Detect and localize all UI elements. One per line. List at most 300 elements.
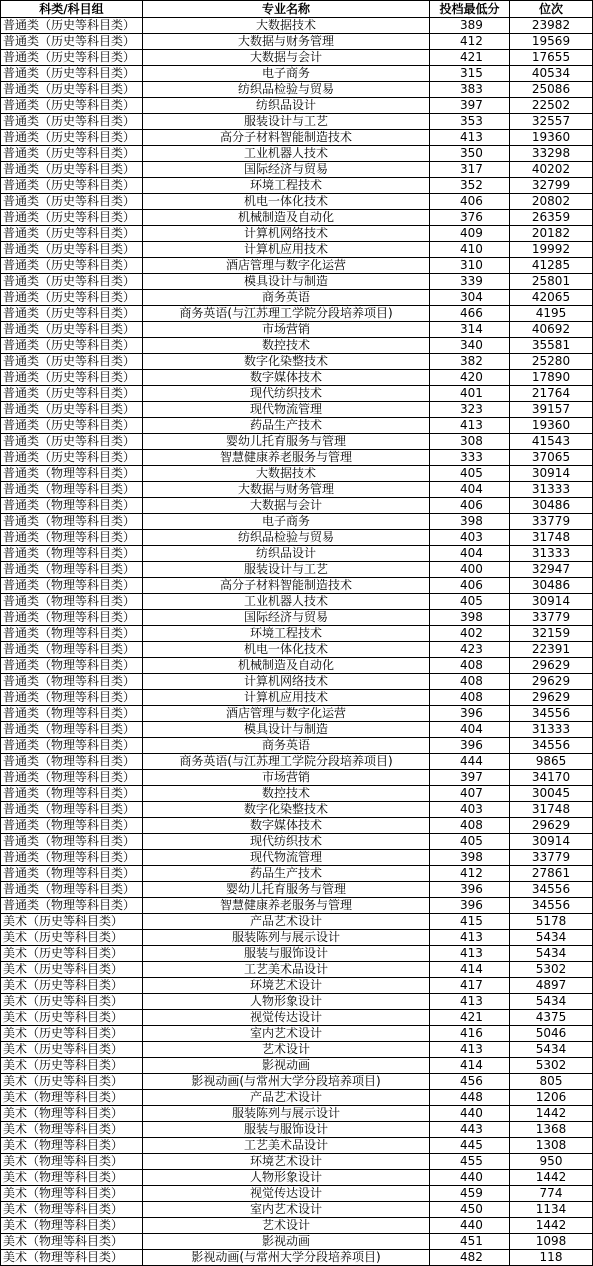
cell-min-score: 396	[430, 882, 510, 898]
cell-min-score: 407	[430, 786, 510, 802]
table-row	[1, 1026, 593, 1042]
cell-major: 高分子材料智能制造技术	[143, 578, 430, 594]
table-row	[1, 178, 593, 194]
cell-major: 纺织品设计	[143, 98, 430, 114]
cell-major: 商务英语(与江苏理工学院分段培养项目)	[143, 306, 430, 322]
cell-min-score: 413	[430, 418, 510, 434]
table-row	[1, 882, 593, 898]
cell-major: 纺织品检验与贸易	[143, 530, 430, 546]
table-row	[1, 866, 593, 882]
table-row	[1, 162, 593, 178]
cell-rank: 4375	[510, 1010, 593, 1026]
cell-category: 普通类（物理等科目类）	[1, 770, 143, 786]
cell-major: 纺织品设计	[143, 546, 430, 562]
cell-min-score: 443	[430, 1122, 510, 1138]
cell-major: 国际经济与贸易	[143, 162, 430, 178]
cell-major: 酒店管理与数字化运营	[143, 258, 430, 274]
cell-rank: 1442	[510, 1218, 593, 1234]
cell-major: 商务英语	[143, 738, 430, 754]
cell-min-score: 398	[430, 610, 510, 626]
header-rank: 位次	[510, 1, 593, 18]
cell-min-score: 398	[430, 850, 510, 866]
cell-min-score: 383	[430, 82, 510, 98]
cell-category: 普通类（物理等科目类）	[1, 530, 143, 546]
cell-rank: 35581	[510, 338, 593, 354]
cell-rank: 31748	[510, 530, 593, 546]
table-row	[1, 946, 593, 962]
table-row	[1, 706, 593, 722]
cell-rank: 27861	[510, 866, 593, 882]
cell-rank: 774	[510, 1186, 593, 1202]
cell-major: 数控技术	[143, 786, 430, 802]
cell-category: 普通类（历史等科目类）	[1, 338, 143, 354]
cell-major: 视觉传达设计	[143, 1186, 430, 1202]
cell-category: 美术（物理等科目类）	[1, 1202, 143, 1218]
cell-rank: 31333	[510, 546, 593, 562]
table-row	[1, 450, 593, 466]
cell-min-score: 414	[430, 962, 510, 978]
cell-rank: 1308	[510, 1138, 593, 1154]
cell-min-score: 396	[430, 706, 510, 722]
cell-major: 影视动画(与常州大学分段培养项目)	[143, 1250, 430, 1266]
table-row	[1, 402, 593, 418]
table-row	[1, 418, 593, 434]
cell-min-score: 416	[430, 1026, 510, 1042]
cell-major: 计算机应用技术	[143, 690, 430, 706]
cell-major: 环境艺术设计	[143, 1154, 430, 1170]
cell-major: 现代纺织技术	[143, 386, 430, 402]
cell-major: 室内艺术设计	[143, 1202, 430, 1218]
cell-min-score: 403	[430, 530, 510, 546]
table-row	[1, 1010, 593, 1026]
table-row	[1, 722, 593, 738]
cell-rank: 30486	[510, 498, 593, 514]
cell-major: 服装陈列与展示设计	[143, 1106, 430, 1122]
cell-rank: 5434	[510, 994, 593, 1010]
table-row	[1, 1042, 593, 1058]
cell-min-score: 445	[430, 1138, 510, 1154]
cell-major: 视觉传达设计	[143, 1010, 430, 1026]
cell-min-score: 413	[430, 130, 510, 146]
cell-min-score: 323	[430, 402, 510, 418]
cell-category: 普通类（物理等科目类）	[1, 882, 143, 898]
cell-rank: 5302	[510, 1058, 593, 1074]
header-min-score: 投档最低分	[430, 1, 510, 18]
cell-rank: 1134	[510, 1202, 593, 1218]
cell-min-score: 448	[430, 1090, 510, 1106]
cell-major: 婴幼儿托育服务与管理	[143, 434, 430, 450]
cell-major: 数字媒体技术	[143, 818, 430, 834]
cell-min-score: 396	[430, 898, 510, 914]
cell-min-score: 406	[430, 194, 510, 210]
cell-min-score: 413	[430, 946, 510, 962]
cell-major: 商务英语(与江苏理工学院分段培养项目)	[143, 754, 430, 770]
cell-major: 大数据技术	[143, 18, 430, 34]
cell-category: 普通类（历史等科目类）	[1, 146, 143, 162]
cell-major: 药品生产技术	[143, 866, 430, 882]
cell-category: 美术（历史等科目类）	[1, 946, 143, 962]
cell-major: 商务英语	[143, 290, 430, 306]
cell-min-score: 412	[430, 866, 510, 882]
cell-major: 影视动画	[143, 1058, 430, 1074]
cell-major: 数字化染整技术	[143, 354, 430, 370]
cell-min-score: 408	[430, 674, 510, 690]
cell-category: 普通类（历史等科目类）	[1, 258, 143, 274]
cell-min-score: 403	[430, 802, 510, 818]
cell-major: 环境工程技术	[143, 178, 430, 194]
table-row	[1, 930, 593, 946]
cell-major: 影视动画	[143, 1234, 430, 1250]
table-header	[1, 1, 593, 18]
cell-category: 普通类（物理等科目类）	[1, 610, 143, 626]
cell-category: 普通类（历史等科目类）	[1, 322, 143, 338]
cell-category: 普通类（历史等科目类）	[1, 226, 143, 242]
table-row	[1, 1074, 593, 1090]
table-row	[1, 818, 593, 834]
cell-rank: 37065	[510, 450, 593, 466]
cell-rank: 40202	[510, 162, 593, 178]
cell-min-score: 310	[430, 258, 510, 274]
cell-category: 普通类（物理等科目类）	[1, 738, 143, 754]
cell-category: 普通类（物理等科目类）	[1, 674, 143, 690]
table-row	[1, 978, 593, 994]
cell-major: 影视动画(与常州大学分段培养项目)	[143, 1074, 430, 1090]
cell-rank: 33779	[510, 514, 593, 530]
table-row	[1, 194, 593, 210]
cell-major: 电子商务	[143, 514, 430, 530]
cell-min-score: 412	[430, 34, 510, 50]
cell-category: 普通类（物理等科目类）	[1, 626, 143, 642]
table-row	[1, 482, 593, 498]
cell-major: 环境艺术设计	[143, 978, 430, 994]
cell-major: 室内艺术设计	[143, 1026, 430, 1042]
table-row	[1, 914, 593, 930]
cell-rank: 30486	[510, 578, 593, 594]
cell-rank: 5434	[510, 930, 593, 946]
cell-min-score: 398	[430, 514, 510, 530]
cell-major: 计算机网络技术	[143, 226, 430, 242]
cell-min-score: 400	[430, 562, 510, 578]
table-row	[1, 146, 593, 162]
cell-min-score: 396	[430, 738, 510, 754]
cell-category: 普通类（物理等科目类）	[1, 690, 143, 706]
cell-category: 普通类（物理等科目类）	[1, 850, 143, 866]
cell-rank: 33298	[510, 146, 593, 162]
cell-rank: 1098	[510, 1234, 593, 1250]
table-row	[1, 770, 593, 786]
cell-min-score: 440	[430, 1170, 510, 1186]
cell-category: 普通类（历史等科目类）	[1, 34, 143, 50]
cell-category: 普通类（历史等科目类）	[1, 194, 143, 210]
cell-category: 美术（历史等科目类）	[1, 1010, 143, 1026]
cell-rank: 20182	[510, 226, 593, 242]
cell-min-score: 352	[430, 178, 510, 194]
cell-rank: 29629	[510, 690, 593, 706]
cell-category: 普通类（历史等科目类）	[1, 418, 143, 434]
cell-rank: 34556	[510, 738, 593, 754]
cell-min-score: 440	[430, 1218, 510, 1234]
table-row	[1, 290, 593, 306]
cell-major: 工业机器人技术	[143, 594, 430, 610]
table-row	[1, 1138, 593, 1154]
cell-category: 普通类（物理等科目类）	[1, 802, 143, 818]
cell-min-score: 405	[430, 466, 510, 482]
cell-min-score: 466	[430, 306, 510, 322]
table-row	[1, 738, 593, 754]
cell-category: 美术（历史等科目类）	[1, 1074, 143, 1090]
table-row	[1, 1202, 593, 1218]
table-row	[1, 66, 593, 82]
table-row	[1, 1186, 593, 1202]
cell-min-score: 317	[430, 162, 510, 178]
table-row	[1, 626, 593, 642]
cell-rank: 34170	[510, 770, 593, 786]
cell-major: 大数据与会计	[143, 50, 430, 66]
cell-major: 计算机应用技术	[143, 242, 430, 258]
table-row	[1, 18, 593, 34]
table-row	[1, 546, 593, 562]
cell-rank: 118	[510, 1250, 593, 1266]
cell-rank: 5434	[510, 1042, 593, 1058]
table-row	[1, 338, 593, 354]
table-row	[1, 1218, 593, 1234]
cell-major: 环境工程技术	[143, 626, 430, 642]
cell-major: 工艺美术品设计	[143, 962, 430, 978]
cell-major: 婴幼儿托育服务与管理	[143, 882, 430, 898]
cell-major: 现代物流管理	[143, 850, 430, 866]
cell-min-score: 413	[430, 1042, 510, 1058]
cell-category: 普通类（历史等科目类）	[1, 434, 143, 450]
cell-category: 美术（物理等科目类）	[1, 1090, 143, 1106]
cell-rank: 40534	[510, 66, 593, 82]
cell-major: 服装与服饰设计	[143, 946, 430, 962]
cell-min-score: 459	[430, 1186, 510, 1202]
cell-category: 美术（物理等科目类）	[1, 1234, 143, 1250]
cell-rank: 32799	[510, 178, 593, 194]
cell-rank: 19360	[510, 130, 593, 146]
cell-major: 机电一体化技术	[143, 194, 430, 210]
table-row	[1, 1058, 593, 1074]
cell-min-score: 410	[430, 242, 510, 258]
cell-rank: 19360	[510, 418, 593, 434]
cell-category: 普通类（物理等科目类）	[1, 658, 143, 674]
cell-rank: 1206	[510, 1090, 593, 1106]
cell-min-score: 440	[430, 1106, 510, 1122]
table-row	[1, 530, 593, 546]
cell-major: 大数据技术	[143, 466, 430, 482]
cell-category: 普通类（历史等科目类）	[1, 130, 143, 146]
cell-rank: 26359	[510, 210, 593, 226]
cell-category: 普通类（物理等科目类）	[1, 866, 143, 882]
cell-major: 服装陈列与展示设计	[143, 930, 430, 946]
cell-min-score: 333	[430, 450, 510, 466]
table-row	[1, 258, 593, 274]
cell-major: 高分子材料智能制造技术	[143, 130, 430, 146]
table-row	[1, 578, 593, 594]
cell-rank: 40692	[510, 322, 593, 338]
cell-major: 产品艺术设计	[143, 914, 430, 930]
cell-category: 普通类（历史等科目类）	[1, 386, 143, 402]
header-category: 科类/科目组	[1, 1, 143, 18]
cell-min-score: 456	[430, 1074, 510, 1090]
cell-rank: 22502	[510, 98, 593, 114]
cell-rank: 30045	[510, 786, 593, 802]
cell-major: 服装与服饰设计	[143, 1122, 430, 1138]
cell-rank: 29629	[510, 674, 593, 690]
cell-major: 纺织品检验与贸易	[143, 82, 430, 98]
cell-category: 普通类（物理等科目类）	[1, 754, 143, 770]
cell-min-score: 417	[430, 978, 510, 994]
table-row	[1, 834, 593, 850]
cell-min-score: 455	[430, 1154, 510, 1170]
cell-rank: 34556	[510, 882, 593, 898]
cell-min-score: 406	[430, 498, 510, 514]
table-row	[1, 1122, 593, 1138]
cell-category: 普通类（历史等科目类）	[1, 306, 143, 322]
cell-rank: 33779	[510, 610, 593, 626]
table-row	[1, 514, 593, 530]
cell-category: 普通类（物理等科目类）	[1, 578, 143, 594]
cell-rank: 22391	[510, 642, 593, 658]
cell-rank: 21764	[510, 386, 593, 402]
cell-category: 普通类（历史等科目类）	[1, 18, 143, 34]
table-row	[1, 610, 593, 626]
table-row	[1, 802, 593, 818]
table-row	[1, 226, 593, 242]
cell-min-score: 408	[430, 658, 510, 674]
cell-major: 智慧健康养老服务与管理	[143, 450, 430, 466]
cell-min-score: 389	[430, 18, 510, 34]
table-row	[1, 1154, 593, 1170]
cell-category: 普通类（物理等科目类）	[1, 722, 143, 738]
cell-min-score: 420	[430, 370, 510, 386]
cell-rank: 5434	[510, 946, 593, 962]
cell-min-score: 402	[430, 626, 510, 642]
table-row	[1, 850, 593, 866]
table-row	[1, 82, 593, 98]
cell-min-score: 350	[430, 146, 510, 162]
table-row	[1, 658, 593, 674]
cell-rank: 34556	[510, 706, 593, 722]
cell-major: 工业机器人技术	[143, 146, 430, 162]
table-row	[1, 786, 593, 802]
cell-rank: 42065	[510, 290, 593, 306]
cell-category: 普通类（历史等科目类）	[1, 178, 143, 194]
cell-category: 普通类（物理等科目类）	[1, 546, 143, 562]
cell-category: 普通类（物理等科目类）	[1, 562, 143, 578]
cell-min-score: 423	[430, 642, 510, 658]
cell-category: 普通类（物理等科目类）	[1, 834, 143, 850]
table-row	[1, 994, 593, 1010]
cell-major: 数字媒体技术	[143, 370, 430, 386]
cell-rank: 41543	[510, 434, 593, 450]
cell-rank: 1368	[510, 1122, 593, 1138]
table-row	[1, 34, 593, 50]
cell-major: 现代纺织技术	[143, 834, 430, 850]
header-major: 专业名称	[143, 1, 430, 18]
cell-category: 美术（物理等科目类）	[1, 1170, 143, 1186]
cell-category: 美术（物理等科目类）	[1, 1106, 143, 1122]
cell-category: 普通类（物理等科目类）	[1, 898, 143, 914]
cell-major: 模具设计与制造	[143, 722, 430, 738]
cell-category: 普通类（物理等科目类）	[1, 706, 143, 722]
cell-category: 美术（物理等科目类）	[1, 1186, 143, 1202]
cell-category: 美术（物理等科目类）	[1, 1250, 143, 1266]
header-row	[1, 1, 593, 18]
cell-category: 美术（历史等科目类）	[1, 930, 143, 946]
cell-min-score: 408	[430, 818, 510, 834]
table-row	[1, 1250, 593, 1266]
cell-rank: 33779	[510, 850, 593, 866]
cell-major: 大数据与财务管理	[143, 482, 430, 498]
table-row	[1, 674, 593, 690]
table-row	[1, 754, 593, 770]
cell-min-score: 353	[430, 114, 510, 130]
cell-major: 酒店管理与数字化运营	[143, 706, 430, 722]
cell-major: 药品生产技术	[143, 418, 430, 434]
cell-min-score: 397	[430, 770, 510, 786]
cell-min-score: 404	[430, 482, 510, 498]
table-row	[1, 466, 593, 482]
table-row	[1, 642, 593, 658]
cell-rank: 32557	[510, 114, 593, 130]
cell-major: 服装设计与工艺	[143, 114, 430, 130]
cell-rank: 30914	[510, 834, 593, 850]
cell-rank: 25280	[510, 354, 593, 370]
cell-category: 普通类（历史等科目类）	[1, 242, 143, 258]
cell-rank: 29629	[510, 818, 593, 834]
table-row	[1, 690, 593, 706]
cell-min-score: 315	[430, 66, 510, 82]
cell-category: 普通类（历史等科目类）	[1, 354, 143, 370]
cell-category: 普通类（物理等科目类）	[1, 466, 143, 482]
cell-category: 美术（历史等科目类）	[1, 962, 143, 978]
cell-rank: 805	[510, 1074, 593, 1090]
table-row	[1, 210, 593, 226]
cell-category: 美术（物理等科目类）	[1, 1154, 143, 1170]
cell-min-score: 401	[430, 386, 510, 402]
cell-min-score: 314	[430, 322, 510, 338]
table-row	[1, 98, 593, 114]
cell-min-score: 406	[430, 578, 510, 594]
cell-rank: 17890	[510, 370, 593, 386]
cell-rank: 5046	[510, 1026, 593, 1042]
cell-rank: 20802	[510, 194, 593, 210]
cell-major: 艺术设计	[143, 1042, 430, 1058]
cell-category: 普通类（物理等科目类）	[1, 642, 143, 658]
cell-category: 普通类（物理等科目类）	[1, 482, 143, 498]
cell-category: 美术（历史等科目类）	[1, 914, 143, 930]
cell-category: 普通类（历史等科目类）	[1, 210, 143, 226]
table-body	[1, 18, 593, 1266]
cell-major: 电子商务	[143, 66, 430, 82]
cell-major: 艺术设计	[143, 1218, 430, 1234]
cell-rank: 1442	[510, 1170, 593, 1186]
cell-rank: 25801	[510, 274, 593, 290]
table-row	[1, 594, 593, 610]
cell-rank: 31748	[510, 802, 593, 818]
cell-category: 普通类（历史等科目类）	[1, 370, 143, 386]
cell-major: 机械制造及自动化	[143, 210, 430, 226]
cell-major: 市场营销	[143, 770, 430, 786]
cell-category: 普通类（历史等科目类）	[1, 290, 143, 306]
cell-category: 普通类（历史等科目类）	[1, 82, 143, 98]
cell-min-score: 308	[430, 434, 510, 450]
cell-major: 大数据与会计	[143, 498, 430, 514]
cell-rank: 30914	[510, 466, 593, 482]
cell-major: 智慧健康养老服务与管理	[143, 898, 430, 914]
cell-rank: 9865	[510, 754, 593, 770]
